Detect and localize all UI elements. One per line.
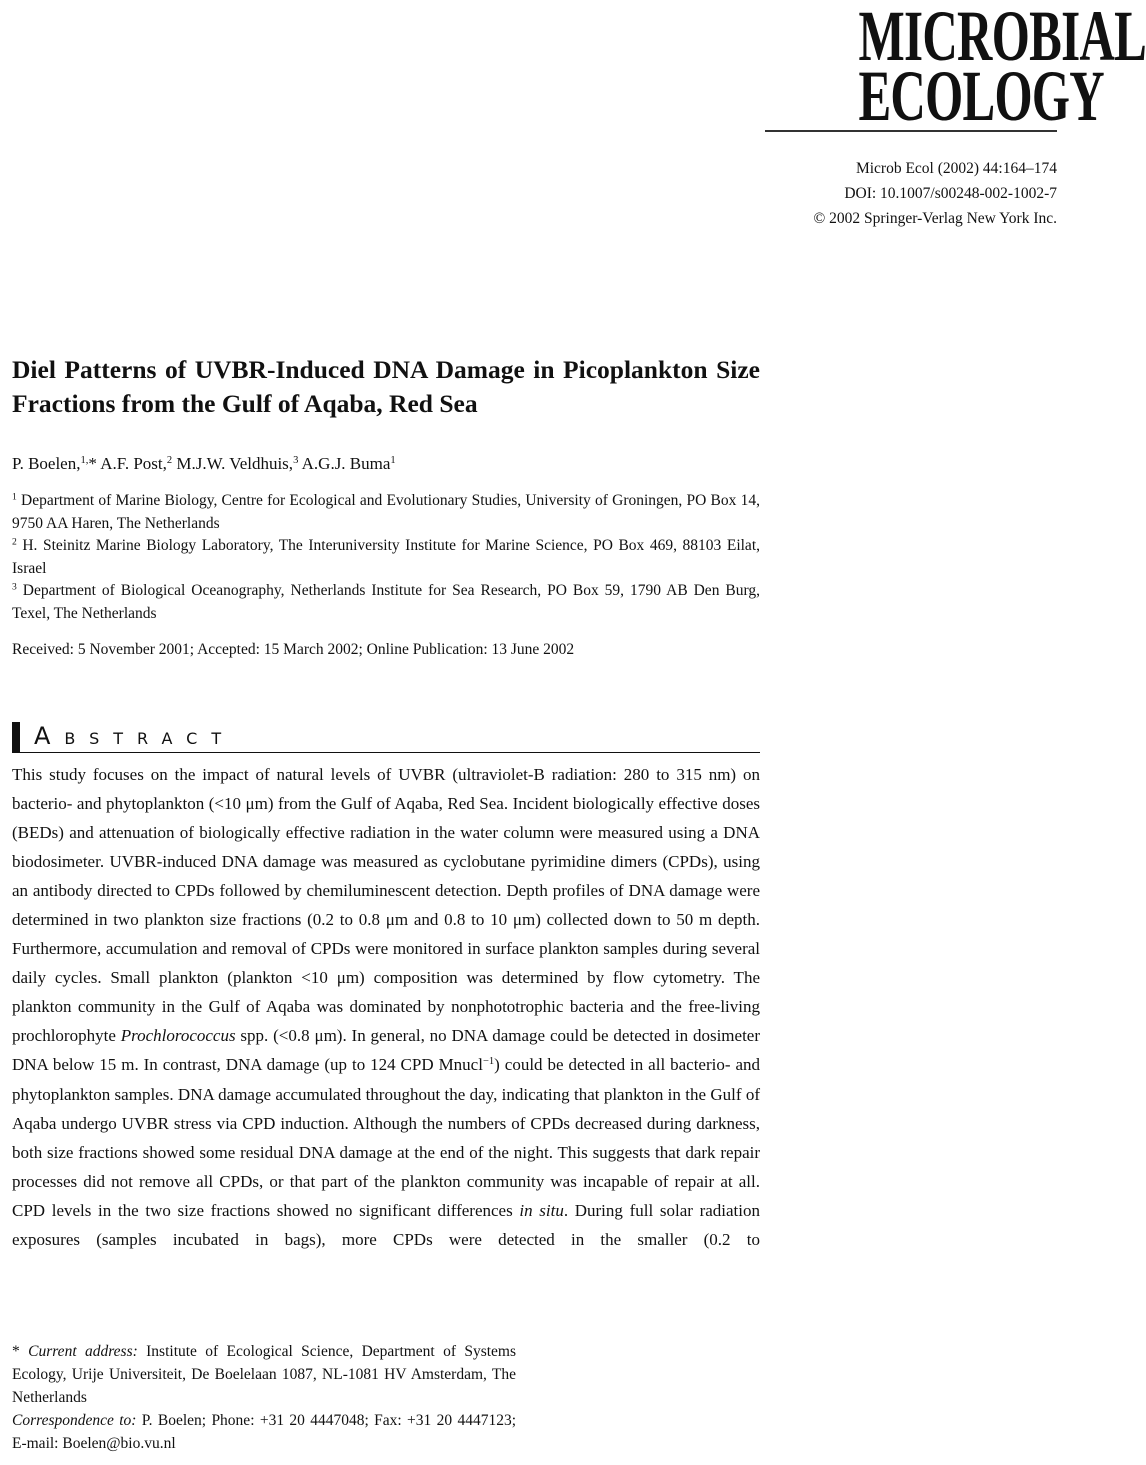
affiliation-text: H. Steinitz Marine Biology Laboratory, The Interuniversity Institute for Marine Science, PO Box 469, 88103 Eilat, Israel xyxy=(12,537,760,577)
affiliation-number: 1 xyxy=(12,491,17,503)
affiliations xyxy=(12,490,760,626)
abstract-heading-bar xyxy=(12,722,20,752)
citation: Microb Ecol (2002) 44:164–174 xyxy=(855,160,1057,177)
affiliation-text: Department of Marine Biology, Centre for Ecological and Evolutionary Studies, University of Groningen, PO Box 14, 9750 AA Haren, The Netherlands xyxy=(12,492,760,532)
abstract-heading-label: ABSTRACT xyxy=(34,722,236,750)
footnote-correspondence: Correspondence to: P. Boelen; Phone: +31 20 4447048; Fax: +31 20 4447123; E-mail: Boelen@bio.vu.nl xyxy=(12,1412,516,1452)
abstract-text: This study focuses on the impact of natural levels of UVBR (ultraviolet-B radiation: 280 to 315 nm) on bacterio- and phytoplankton (<10 μm) from the Gulf of Aqaba, Red Sea. Incident biologically effective doses (BEDs) and attenuation of biologically effective radiation in the water column were measured using a DNA biodosimeter. UVBR-induced DNA damage was measured as cyclobutane pyrimidine dimers (CPDs), using an antibody directed to CPDs followed by chemiluminescent detection. Depth profiles of DNA damage were determined in two plankton size fractions (0.2 to 0.8 μm and 0.8 to 10 μm) collected down to 50 m depth. Furthermore, accumulation and removal of CPDs were monitored in surface plankton samples during several daily cycles. Small plankton (plankton <10 μm) composition was determined by flow cytometry. The plankton community in the Gulf of Aqaba was dominated by nonphototrophic bacteria and the free-living prochlorophyte Prochlorococcus spp. (<0.8 μm). In general, no DNA damage could be detected in dosimeter DNA below 15 m. In contrast, DNA damage (up to 124 CPD Mnucl$^{-1}$) could be detected in all bacterio- and phytoplankton samples. DNA damage accumulated throughout the day, indicating that plankton in the Gulf of Aqaba undergo UVBR stress via CPD induction. Although the numbers of CPDs decreased during darkness, both size fractions showed some residual DNA damage at the end of the night. This suggests that dark repair processes did not remove all CPDs, or that part of the plankton community was incapable of repair at all. CPD levels in the two size fractions showed no significant differences in situ. During full solar radiation exposures (samples incubated in bags), more CPDs were detected in the smaller (0.2 to xyxy=(12,765,761,1249)
author: A.F. Post, xyxy=(100,454,167,473)
citation-block xyxy=(814,156,1058,231)
unit-exponent: −1 xyxy=(482,1056,495,1068)
doi[interactable]: DOI: 10.1007/s00248-002-1002-7 xyxy=(844,185,1057,202)
author-list xyxy=(12,454,396,474)
affiliation xyxy=(12,490,760,535)
copyright: © 2002 Springer-Verlag New York Inc. xyxy=(813,210,1057,227)
author-affil-mark: 3 xyxy=(293,455,299,467)
journal-logo xyxy=(858,0,1146,136)
corresponding-mark: * xyxy=(88,454,97,473)
author-affil-mark: 2 xyxy=(166,455,173,467)
affiliation-text: Department of Biological Oceanography, Netherlands Institute for Sea Research, PO Box 59, 1790 AB Den Burg, Texel, The Netherlands xyxy=(12,582,760,622)
affiliation xyxy=(12,580,760,625)
journal-logo-line2: ECOLOGY xyxy=(858,56,1104,136)
footnote-current-address: * Current address: Institute of Ecological Science, Department of Systems Ecology, Urije Universiteit, De Boelelaan 1087, NL-1081 HV Amsterdam, The Netherlands xyxy=(12,1343,517,1406)
affiliation-number: 3 xyxy=(12,582,17,594)
affiliation xyxy=(12,535,760,580)
italic-term: in situ xyxy=(519,1200,564,1220)
author-affil-mark: 1 xyxy=(390,455,396,467)
affiliation-number: 2 xyxy=(12,536,17,548)
logo-underline xyxy=(765,130,1057,132)
publication-dates: Received: 5 November 2001; Accepted: 15 March 2002; Online Publication: 13 June 2002 xyxy=(12,641,575,658)
species-name: Prochlorococcus xyxy=(120,1026,236,1046)
author-affil-mark: 1, xyxy=(80,455,89,467)
abstract-heading xyxy=(12,720,760,753)
author: P. Boelen, xyxy=(12,454,81,473)
author: A.G.J. Buma xyxy=(301,454,391,473)
journal-logo-line1: MICROBIAL xyxy=(858,0,1146,76)
author: M.J.W. Veldhuis, xyxy=(176,454,294,473)
article-title: Diel Patterns of UVBR-Induced DNA Damage in Picoplankton Size Fractions from the Gulf of Aqaba, Red Sea xyxy=(12,355,760,418)
footnotes xyxy=(12,1340,516,1455)
